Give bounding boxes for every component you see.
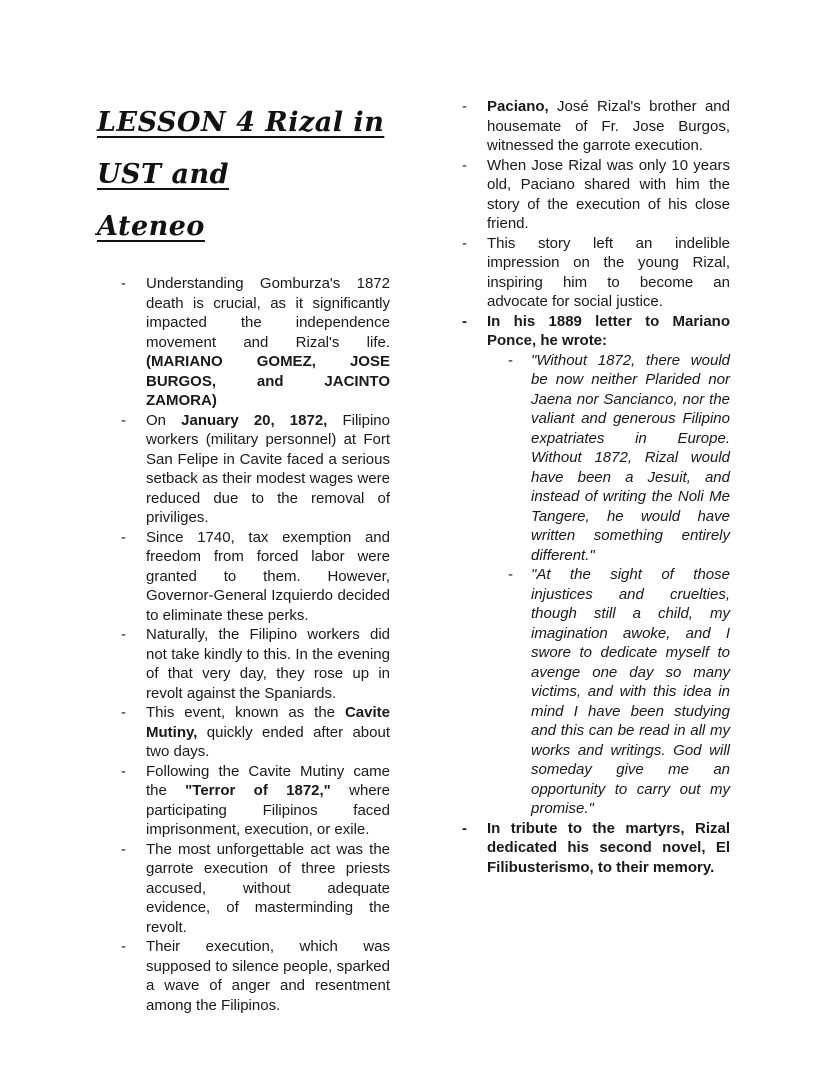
- left-column: [97, 97, 390, 1015]
- list-item-text: [146, 275, 390, 409]
- list-item: [119, 274, 390, 411]
- text-segment: (MARIANO GOMEZ, JOSE BURGOS, and JACINTO ZAMORA): [146, 353, 390, 409]
- list-item-text: [487, 820, 730, 876]
- page-title: [97, 97, 390, 253]
- text-segment: January 20, 1872,: [181, 411, 328, 429]
- list-item: [119, 762, 390, 840]
- text-segment: "At the sight of those injustices and cruelties, though still a child, my imagination awoke, and I swore to dedicate myself to avenge one day so many victims, and with this idea in mind I have been studying and this can be read in all my works and writings. God will someday give me an opportunity to carry out my promise.": [531, 566, 730, 817]
- list-item-text: [146, 529, 390, 624]
- bullet-dash: -: [462, 312, 467, 330]
- list-item-text: [531, 352, 730, 564]
- page-title-line-2: Ateneo: [97, 211, 205, 242]
- list-item-text: [146, 626, 390, 702]
- list-item-text: [146, 938, 390, 1014]
- text-segment: José Rizal's brother and housemate of Fr. Jose Burgos, witnessed the garrote execution.: [487, 98, 730, 154]
- page-title-line-1: LESSON 4 Rizal in UST and: [97, 107, 385, 190]
- text-segment: Naturally, the Filipino workers did not take kindly to this. In the evening of that very day, they rose up in revolt against the Spaniards.: [146, 626, 390, 702]
- text-segment: In tribute to the martyrs, Rizal dedicated his second novel, El Filibusterismo, to their memory.: [487, 819, 730, 876]
- text-segment: Following the Cavite Mutiny came the: [146, 762, 390, 799]
- bullet-dash: -: [462, 234, 467, 252]
- text-segment: When Jose Rizal was only 10 years old, Paciano shared with him the story of the execution of his close friend.: [487, 156, 730, 232]
- text-segment: In his 1889 letter to Mariano Ponce, he wrote:: [487, 312, 730, 349]
- text-segment: quickly ended after about two days.: [146, 723, 390, 760]
- bullet-dash: -: [508, 351, 513, 369]
- text-segment: This event, known as the: [146, 704, 345, 721]
- text-segment: "Without 1872, there would be now neither Plarided nor Jaena nor Sancianco, nor the valiant and generous Filipino expatriates in Europe. Without 1872, Rizal would have been a Jesuit, and instead of writing the Noli Me Tangere, he would have written something entirely different.": [531, 351, 730, 564]
- text-segment: Understanding Gomburza's 1872 death is crucial, as it significantly impacted the independence movement and Rizal's life.: [146, 275, 390, 351]
- list-item-text: [146, 412, 390, 527]
- text-segment: Paciano,: [487, 98, 549, 115]
- list-item: [119, 411, 390, 528]
- list-item-text: [146, 704, 390, 760]
- bullet-dash: -: [121, 938, 126, 955]
- list-item-text: [487, 313, 730, 350]
- text-segment: This story left an indelible impression on the young Rizal, inspiring him to become an advocate for social justice.: [487, 234, 730, 310]
- text-segment: On: [146, 411, 182, 429]
- bullet-dash: -: [462, 98, 467, 115]
- bullet-dash: -: [462, 819, 467, 837]
- sub-list-item: [460, 351, 730, 566]
- list-item-text: [487, 98, 730, 154]
- sub-list-item: [460, 565, 730, 819]
- left-column-list: [119, 274, 390, 1015]
- bullet-dash: -: [121, 528, 126, 546]
- list-item: [119, 625, 390, 703]
- text-segment: Filipino workers (military personnel) at Fort San Felipe in Cavite faced a serious setback as their modest wages were reduced due to the removal of priviliges.: [146, 411, 390, 526]
- text-segment: The most unforgettable act was the garrote execution of three priests accused, without adequate evidence, of masterminding the revolt.: [146, 840, 390, 936]
- list-item: [460, 156, 730, 234]
- list-item: [119, 528, 390, 626]
- list-item: [119, 703, 390, 762]
- list-item: [460, 312, 730, 351]
- bullet-dash: -: [121, 411, 126, 429]
- text-segment: Their execution, which was supposed to silence people, sparked a wave of anger and resentment among the Filipinos.: [146, 938, 390, 1014]
- bullet-dash: -: [121, 626, 126, 643]
- bullet-dash: -: [121, 762, 126, 780]
- text-segment: Cavite Mutiny,: [146, 704, 390, 741]
- bullet-dash: -: [121, 704, 126, 721]
- list-item-text: [531, 566, 730, 817]
- text-segment: "Terror of 1872,": [185, 782, 331, 799]
- list-item: [460, 234, 730, 312]
- bullet-dash: -: [462, 156, 467, 174]
- bullet-dash: -: [121, 840, 126, 858]
- bullet-dash: -: [508, 566, 513, 583]
- list-item-text: [146, 763, 390, 839]
- text-segment: where participating Filipinos faced imprisonment, execution, or exile.: [146, 782, 390, 838]
- list-item-text: [487, 235, 730, 311]
- list-item: [119, 937, 390, 1015]
- bullet-dash: -: [121, 275, 126, 292]
- right-column: [460, 97, 730, 877]
- text-segment: Since 1740, tax exemption and freedom from forced labor were granted to them. However, Governor-General Izquierdo decided to eliminate these perks.: [146, 528, 390, 624]
- list-item: [119, 840, 390, 938]
- list-item: [460, 97, 730, 156]
- right-column-list: [460, 97, 730, 877]
- list-item-text: [146, 841, 390, 936]
- list-item: [460, 819, 730, 878]
- list-item-text: [487, 157, 730, 233]
